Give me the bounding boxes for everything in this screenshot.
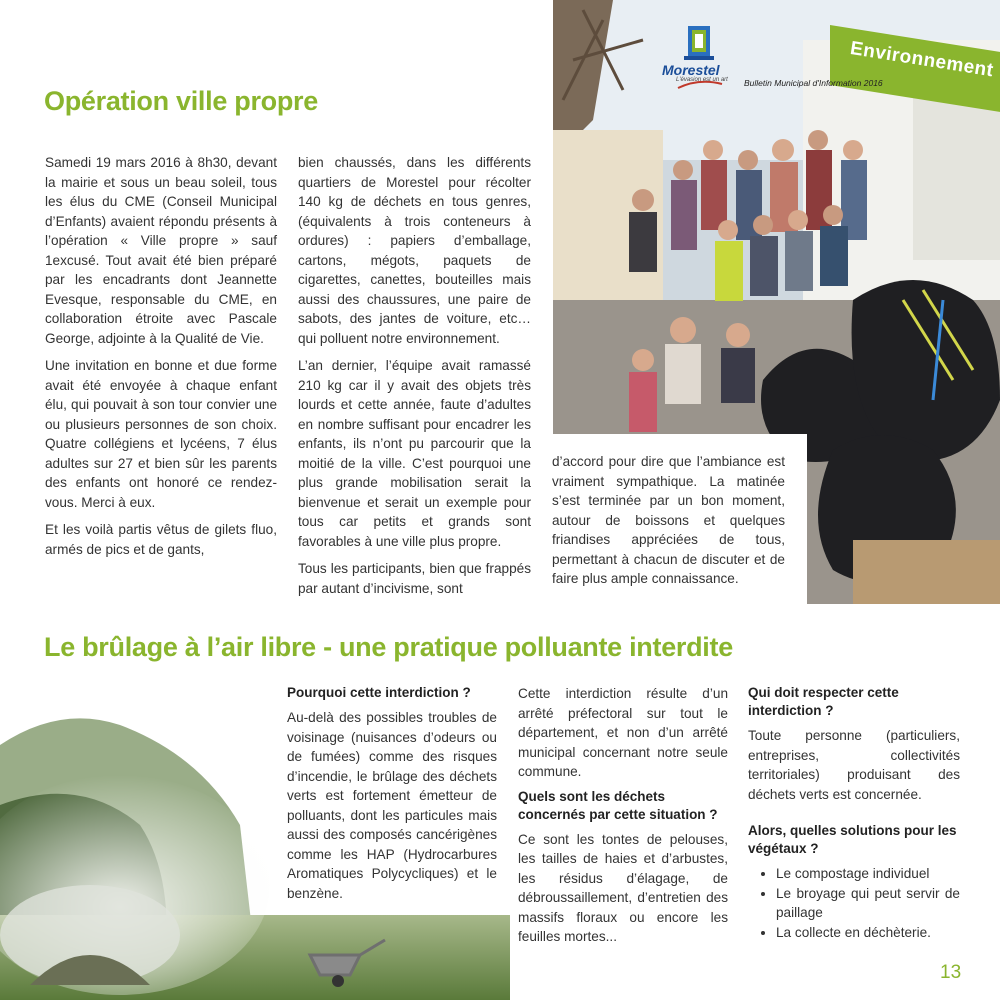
list-item: • Le broyage qui peut servir de paillage bbox=[776, 884, 960, 923]
paragraph: d’accord pour dire que l’ambiance est vraiment sympathique. La matinée s’est terminée par un bon moment, autour de boissons et quelques friandises appréciées de tous, permettant à chacun de discuter et de faire plus ample connaissance. bbox=[552, 454, 785, 586]
paragraph: Tous les participants, bien que frappés par autant d’incivisme, sont bbox=[298, 561, 531, 596]
bulletin-title: Bulletin Municipal d'Information 2016 bbox=[744, 78, 883, 88]
article2-column-2 bbox=[518, 684, 728, 953]
article2-column-3 bbox=[748, 684, 960, 942]
article1-column-2 bbox=[298, 153, 531, 606]
subheading: Quels sont les déchets concernés par cette situation ? bbox=[518, 788, 718, 822]
paragraph: Toute personne (particuliers, entreprises, collectivités territoriales) produisant des déchets verts est concernée. bbox=[748, 728, 960, 802]
logo-tagline: L'évasion est un art bbox=[676, 77, 728, 83]
page-number: 13 bbox=[940, 962, 962, 983]
article2-title: Le brûlage à l’air libre - une pratique polluante interdite bbox=[44, 632, 733, 662]
section-label: Environnement bbox=[848, 38, 996, 82]
paragraph: Ce sont les tontes de pelouses, les tailles de haies et d’arbustes, les résidus d’élagage, de débroussaillement, d’entretien des massifs floraux ou encore les feuilles mortes... bbox=[518, 831, 728, 944]
article1-column-1 bbox=[45, 153, 277, 567]
paragraph: Au-delà des possibles troubles de voisinage (nuisances d’odeurs ou de fumées) comme des risques d’incendie, le brûlage des déchets verts est fortement émetteur de polluants, dont les particules mais aussi des composés cancérigènes comme les HAP (Hydrocarbures Aromatiques Polycycliques) et le benzène. bbox=[287, 710, 497, 901]
paragraph: Une invitation en bonne et due forme avait été envoyée à chaque enfant élu, qui pouvait à son tour convier une ou plusieurs personnes de son choix. Quatre collégiens et lycéens, 7 élus adultes sur 27 et bien sûr les parents des enfants ont honoré ce rendez-vous. Merci à eux. bbox=[45, 358, 277, 510]
article2-column-1 bbox=[287, 684, 497, 909]
list-item: • La collecte en déchèterie. bbox=[776, 923, 960, 943]
subheading: Alors, quelles solutions pour les végétaux ? bbox=[748, 823, 957, 856]
subheading: Qui doit respecter cette interdiction ? bbox=[748, 685, 899, 718]
article1-column-3 bbox=[552, 452, 785, 597]
paragraph: Et les voilà partis vêtus de gilets fluo, armés de pics et de gants, bbox=[45, 522, 277, 557]
list-item: • Le compostage individuel bbox=[776, 864, 960, 884]
paragraph: Cette interdiction résulte d’un arrêté préfectoral sur tout le département, et non d’un arrêté municipal concernant notre seule commune. bbox=[518, 686, 728, 779]
article1-title: Opération ville propre bbox=[44, 86, 318, 116]
subheading: Pourquoi cette interdiction ? bbox=[287, 685, 471, 700]
logo-name: Morestel bbox=[662, 62, 720, 78]
paragraph: Samedi 19 mars 2016 à 8h30, devant la mairie et sous un beau soleil, tous les élus du CME (Conseil Municipal d’Enfants) avaient répondu présents à l’opération « Ville propre » sauf 1excusé. Tout avait été bien préparé par les encadrants dont Jeannette Evesque, responsable du CME, en collaboration étroite avec Pascale George, adjointe à la Qualité de Vie. bbox=[45, 155, 277, 346]
paragraph: L’an dernier, l’équipe avait ramassé 210 kg car il y avait des objets très lourds et cette année, faute d’adultes en nombre suffisant pour encadrer les enfants, ils n’ont pu parcourir que la moitié de la ville. C’est pourquoi une plus grande mobilisation serait la bienvenue et serait un exemple pour tous car petits et grands sont favorables à une ville plus propre. bbox=[298, 358, 531, 549]
solutions-list bbox=[748, 864, 960, 942]
paragraph: bien chaussés, dans les différents quartiers de Morestel pour récolter 140 kg de déchets en tous genres, (équivalents à trois conteneurs à ordures) : papiers d’emballage, cartons, mégots, paquets de cigarettes, canettes, bouteilles mais aussi des chaussures, une paire de sabots, des jantes de voiture, etc… qui polluent notre environnement. bbox=[298, 155, 531, 346]
